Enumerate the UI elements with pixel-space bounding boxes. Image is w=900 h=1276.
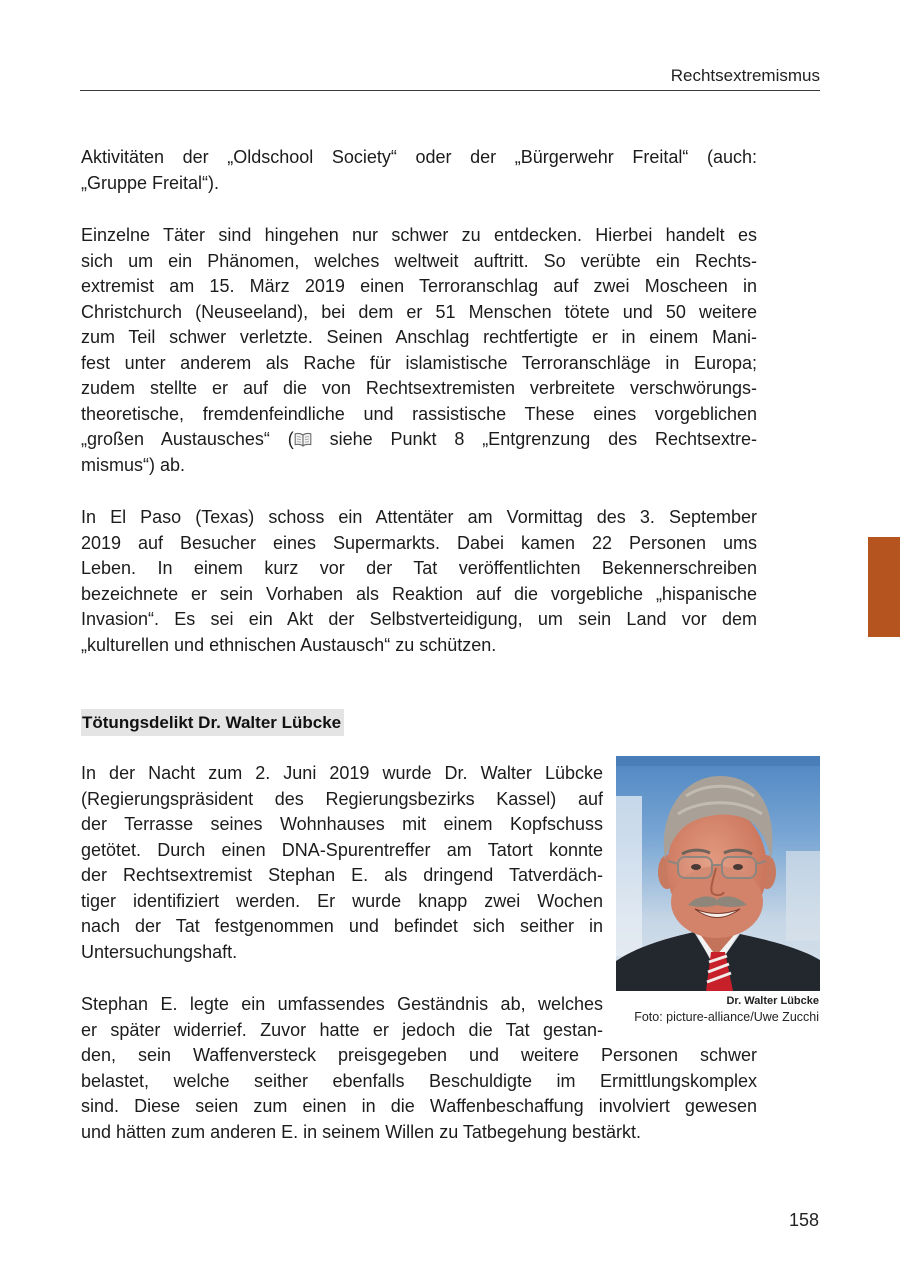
text-line: Invasion“. Es sei ein Akt der Selbstverteidigung, um sein Land vor dem — [81, 609, 757, 629]
photo-credit: Foto: picture-alliance/Uwe Zucchi — [634, 1010, 819, 1024]
text-line: „Gruppe Freital“). — [81, 172, 220, 193]
page-number: 158 — [788, 1210, 819, 1230]
text-line: (Regierungspräsident des Regierungsbezirks Kassel) auf — [81, 788, 603, 809]
header-rule — [80, 90, 820, 91]
section-tab — [868, 537, 900, 637]
text-line: er später widerrief. Zuvor hatte er jedoch die Tat gestan- — [81, 1019, 603, 1040]
text-line: zum Teil schwer verletzte. Seinen Anschlag rechtfertigte er in einem Mani- — [81, 327, 757, 347]
photo-caption-title: Dr. Walter Lübcke — [726, 995, 819, 1007]
text-line: belastet, welche seither ebenfalls Beschuldigte im Ermittlungskomplex — [81, 1070, 757, 1091]
text-line: theoretische, fremdenfeindliche und rassistische These eines vorgeblichen — [81, 403, 757, 424]
section-paragraph-1 — [81, 761, 603, 965]
text-line: „kulturellen und ethnischen Austausch“ zu schützen. — [81, 634, 497, 655]
text-line: Einzelne Täter sind hingehen nur schwer zu entdecken. Hierbei handelt es — [81, 225, 757, 245]
book-icon — [294, 432, 312, 447]
portrait-photo — [616, 756, 820, 991]
text-line: 2019 auf Besucher eines Supermarkts. Dabei kamen 22 Personen ums — [81, 532, 757, 553]
text-line: In der Nacht zum 2. Juni 2019 wurde Dr. Walter Lübcke — [81, 763, 603, 783]
paragraph-1 — [81, 145, 757, 196]
text-line: getötet. Durch einen DNA-Spurentreffer am Tatort konnte — [81, 839, 603, 860]
text-line: mismus“) ab. — [81, 454, 186, 475]
text-line: zudem stellte er auf die von Rechtsextremisten verbreitete verschwörungs- — [81, 378, 757, 398]
text-line: fest unter anderem als Rache für islamistische Terroranschläge in Europa; — [81, 352, 757, 373]
paragraph-3 — [81, 505, 757, 658]
text-line-with-reference — [81, 427, 757, 453]
text-line: Christchurch (Neuseeland), bei dem er 51 Menschen tötete und 50 weitere — [81, 301, 757, 322]
text-line: Stephan E. legte ein umfassendes Geständnis ab, welches — [81, 994, 603, 1014]
paragraph-2 — [81, 223, 757, 478]
text-line: sind. Diese seien zum einen in die Waffenbeschaffung involviert gewesen — [81, 1096, 757, 1116]
text-segment: „großen Austausches“ ( — [81, 429, 294, 449]
text-line: Untersuchungshaft. — [81, 941, 238, 962]
text-line: der Rechtsextremist Stephan E. als dringend Tatverdäch- — [81, 865, 603, 885]
text-segment: siehe Punkt 8 „Entgrenzung des Rechtsextre- — [329, 429, 757, 449]
text-line: nach der Tat festgenommen und befindet sich seither in — [81, 916, 603, 936]
text-line: bezeichnete er sein Vorhaben als Reaktion auf die vorgebliche „hispanische — [81, 583, 757, 604]
text-line: tiger identifiziert werden. Er wurde knapp zwei Wochen — [81, 890, 603, 911]
text-line: extremist am 15. März 2019 einen Terroranschlag auf zwei Moscheen in — [81, 276, 757, 296]
text-line: den, sein Waffenversteck preisgegeben und weitere Personen schwer — [81, 1045, 757, 1065]
text-line: und hätten zum anderen E. in seinem Willen zu Tatbegehung bestärkt. — [81, 1121, 642, 1142]
running-header: Rechtsextremismus — [670, 66, 820, 85]
text-line: In El Paso (Texas) schoss ein Attentäter am Vormittag des 3. September — [81, 507, 757, 527]
text-line: sich um ein Phänomen, welches weltweit auftritt. So verübte ein Rechts- — [81, 250, 757, 271]
text-line: der Terrasse seines Wohnhauses mit einem Kopfschuss — [81, 814, 603, 834]
portrait-illustration — [616, 756, 820, 991]
text-line: Aktivitäten der „Oldschool Society“ oder der „Bürgerwehr Freital“ (auch: — [81, 147, 757, 167]
text-line: Leben. In einem kurz vor der Tat veröffentlichten Bekennerschreiben — [81, 558, 757, 578]
section-heading: Tötungsdelikt Dr. Walter Lübcke — [81, 709, 344, 736]
